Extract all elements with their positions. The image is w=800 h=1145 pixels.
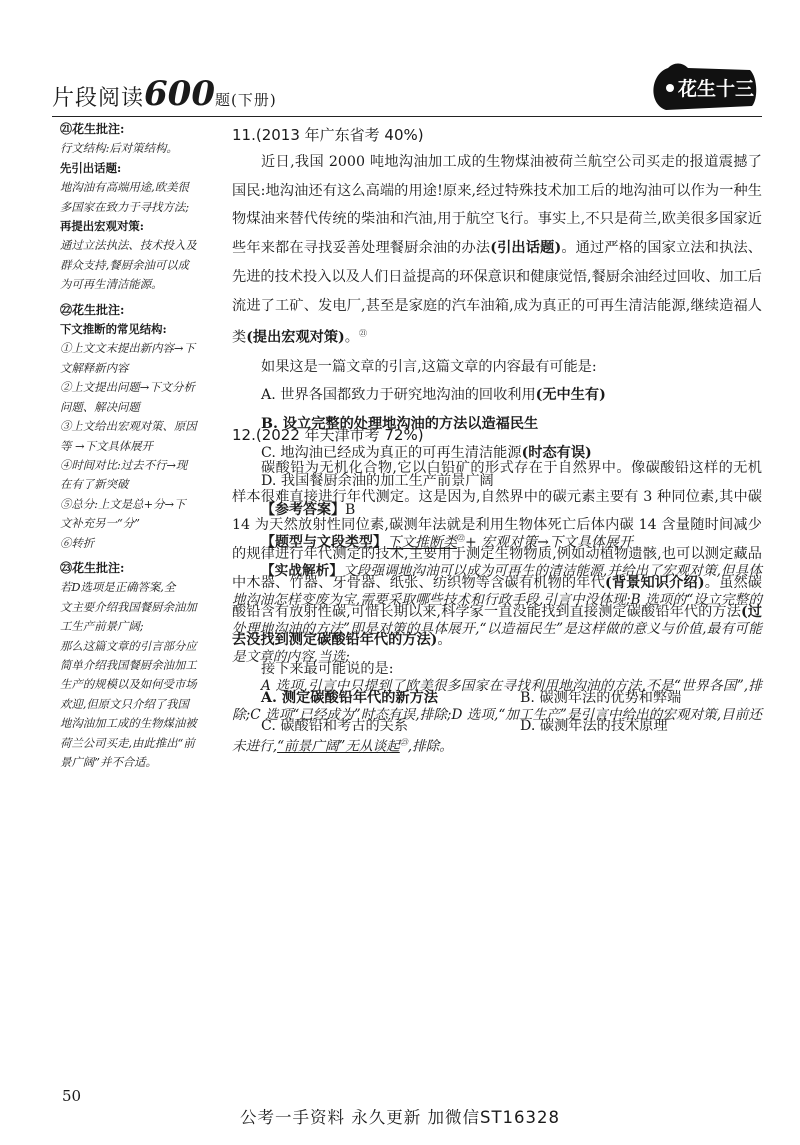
brand-name: 花生十三 <box>678 78 755 100</box>
q11-answer: 【参考答案】B <box>261 502 356 519</box>
q12-option-d: D. 碳测年法的技术原理 <box>520 718 668 735</box>
q11-elimination: A 选项,引言中只提到了欧美很多国家在寻找利用地沟油的方法,不是“世界各国”,排除;C 选项“已经成为”时态有误,排除;D 选项,“加工生产”是引言中给出的宏观对策,目前还未进行,“前景广阔”无从谈起$^㉓$,排除。 <box>232 678 762 755</box>
q12-options-row-2 <box>232 712 762 741</box>
note-line: 若D选项是正确答案,全 <box>60 580 176 595</box>
note-heading: ㉒花生批注: <box>60 302 125 317</box>
note-line: 简单介绍我国餐厨余油加工 <box>60 657 197 672</box>
q12-option-a: A. 测定碳酸铅年代的新方法 <box>261 689 438 706</box>
passage-tag: (提出宏观对策) <box>246 329 345 346</box>
question-12-passage: 碳酸铅为无机化合物,它以白铅矿的形式存在于自然界中。像碳酸铅这样的无机样本很难直接进行年代测定。这是因为,自然界中的碳元素主要有 3 种同位素,其中碳 14 为天然放射性同位素,碳测年法就是利用生物体死亡后体内碳 14 含量随时间减少的规律进行年代测定的技术,主要用于测定生物物质,例如动植物遗骸,也可以测定藏品中木器、竹器、牙骨器、纸张、纺织物等含碳有机物的年代(背景知识介绍)。虽然碳酸铅含有放射性碳,可惜长期以来,科学家一直没能找到直接测定碳酸铅年代的方法(过去没找到测定碳酸铅年代的方法)。 <box>232 460 762 649</box>
note-line: ⑤总分:上文是总+分→下 <box>60 496 186 511</box>
note-lines <box>60 139 220 294</box>
note-line: ①上文文末提出新内容→下 <box>60 341 195 356</box>
q11-option-a: A. 世界各国都致力于研究地沟油的回收利用(无中生有) <box>261 387 606 404</box>
q12-option-c: C. 碳酸铅和考古的关系 <box>261 718 409 735</box>
passage-tag: (过去没找到测定碳酸铅年代的方法) <box>232 603 762 649</box>
question-11-passage: 近日,我国 2000 吨地沟油加工成的生物煤油被荷兰航空公司买走的报道震撼了国民:地沟油还有这么高端的用途!原来,经过特殊技术加工后的地沟油可以作为一种生物煤油来替代传统的柴油和汽油,用于航空飞行。事实上,不只是荷兰,欧美很多国家近些年来都在寻找妥善处理餐厨余油的办法(引出话题)。通过严格的国家立法和执法、先进的技术投入以及人们日益提高的环保意识和健康觉悟,餐厨余油经过回收、加工后流进了工矿、发电厂,甚至是家庭的汽车油箱,成为真正的可再生清洁能源,继续造福人类(提出宏观对策)。$^㉑$ <box>232 154 762 346</box>
question-11-prompt: 如果这是一篇文章的引言,这篇文章的内容最有可能是: <box>261 358 597 375</box>
note-line: 荷兰公司买走,由此推出“前 <box>60 735 195 750</box>
note-line: 欢迎,但原文只介绍了我国 <box>60 696 189 711</box>
book-title <box>52 74 277 114</box>
note-line: 景广阔”并不合适。 <box>60 755 157 769</box>
q12-options-row-1 <box>232 684 762 713</box>
note-22 <box>60 301 220 553</box>
note-line: 群众支持,餐厨余油可以成 <box>60 257 189 272</box>
note-line: ③上文给出宏观对策、原因 <box>60 419 197 434</box>
title-suffix: 题 <box>215 91 232 109</box>
note-line: 生产的规模以及如何受市场 <box>60 677 197 692</box>
q11-option-b: B. 设立完整的处理地沟油的方法以造福民生 <box>261 416 539 433</box>
note-23 <box>60 559 220 772</box>
note-line: 工生产前景广阔; <box>60 619 144 634</box>
note-ref: ㉓ <box>399 738 408 748</box>
note-line: 下文推断的常见结构: <box>60 322 167 337</box>
note-ref: ㉑ <box>358 329 367 339</box>
note-line: 行文结构:后对策结构。 <box>60 141 178 156</box>
note-line: 文补充另一“分” <box>60 516 140 531</box>
note-line: 为可再生清洁能源。 <box>60 277 163 292</box>
footer-text: 公考一手资料 永久更新 加微信ST16328 <box>239 1108 561 1127</box>
passage-tag: (背景知识介绍) <box>604 574 705 591</box>
header-divider <box>52 116 762 117</box>
question-11-header: 11.(2013 年广东省考 40%) <box>232 126 424 144</box>
note-lines <box>60 320 220 553</box>
answer-value: B <box>345 502 356 519</box>
note-line: ②上文提出问题→下文分析 <box>60 380 195 395</box>
note-line: 文主要介绍我国餐厨余油加 <box>60 599 197 614</box>
q12-option-b: B. 碳测年法的优势和弊端 <box>520 689 682 706</box>
note-heading: ㉓花生批注: <box>60 560 125 575</box>
note-line: 通过立法执法、技术投入及 <box>60 238 197 253</box>
note-line: 先引出话题: <box>60 160 122 175</box>
q11-option-c: C. 地沟油已经成为真正的可再生清洁能源(时态有误) <box>261 444 592 461</box>
note-line: 再提出宏观对策: <box>60 219 144 234</box>
question-12-prompt: 接下来最可能说的是: <box>261 660 394 677</box>
q11-type: 【题型与文段类型】下文推断类$^㉒$+ 宏观对策→下文具体展开 <box>261 533 633 551</box>
sidebar-notes <box>60 120 220 772</box>
note-ref: ㉒ <box>457 533 465 543</box>
main-content <box>232 122 762 762</box>
page-number: 50 <box>62 1087 82 1105</box>
note-line: 问题、解决问题 <box>60 399 140 414</box>
q11-analysis: 【实战解析】文段强调地沟油可以成为可再生的清洁能源,并给出了宏观对策,但具体地沟油怎样变废为宝,需要采取哪些技术和行政手段,引言中没体现;B 选项的“设立完整的处理地沟油的方法”即是对策的具体展开,“以造福民生”是这样做的意义与价值,最有可能是文章的内容,当选; <box>232 563 762 666</box>
note-21 <box>60 120 220 295</box>
note-line: 那么这篇文章的引言部分应 <box>60 638 197 653</box>
question-12-header: 12.(2022 年天津市考 72%) <box>232 426 424 444</box>
note-line: 地沟油加工成的生物煤油被 <box>60 716 197 731</box>
note-line: 地沟油有高端用途,欧美很 <box>60 180 189 195</box>
note-lines <box>60 578 220 772</box>
title-prefix: 片段阅读 <box>52 86 145 111</box>
brand-logo <box>648 60 758 116</box>
note-line: 文解释新内容 <box>60 360 129 375</box>
note-line: 多国家在致力于寻找方法; <box>60 199 190 214</box>
title-number: 600 <box>144 74 215 114</box>
note-heading: ㉑花生批注: <box>60 122 125 136</box>
note-line: ⑥转折 <box>60 535 95 550</box>
volume-label: (下册) <box>231 91 277 109</box>
q11-option-d: D. 我国餐厨余油的加工生产前景广阔 <box>261 473 494 490</box>
passage-tag: (引出话题) <box>490 240 562 257</box>
question-12 <box>232 422 762 741</box>
note-line: 在有了新突破 <box>60 477 129 492</box>
note-line: ④时间对比:过去不行→现 <box>60 457 188 472</box>
note-line: 等 →下文具体展开 <box>60 438 153 453</box>
